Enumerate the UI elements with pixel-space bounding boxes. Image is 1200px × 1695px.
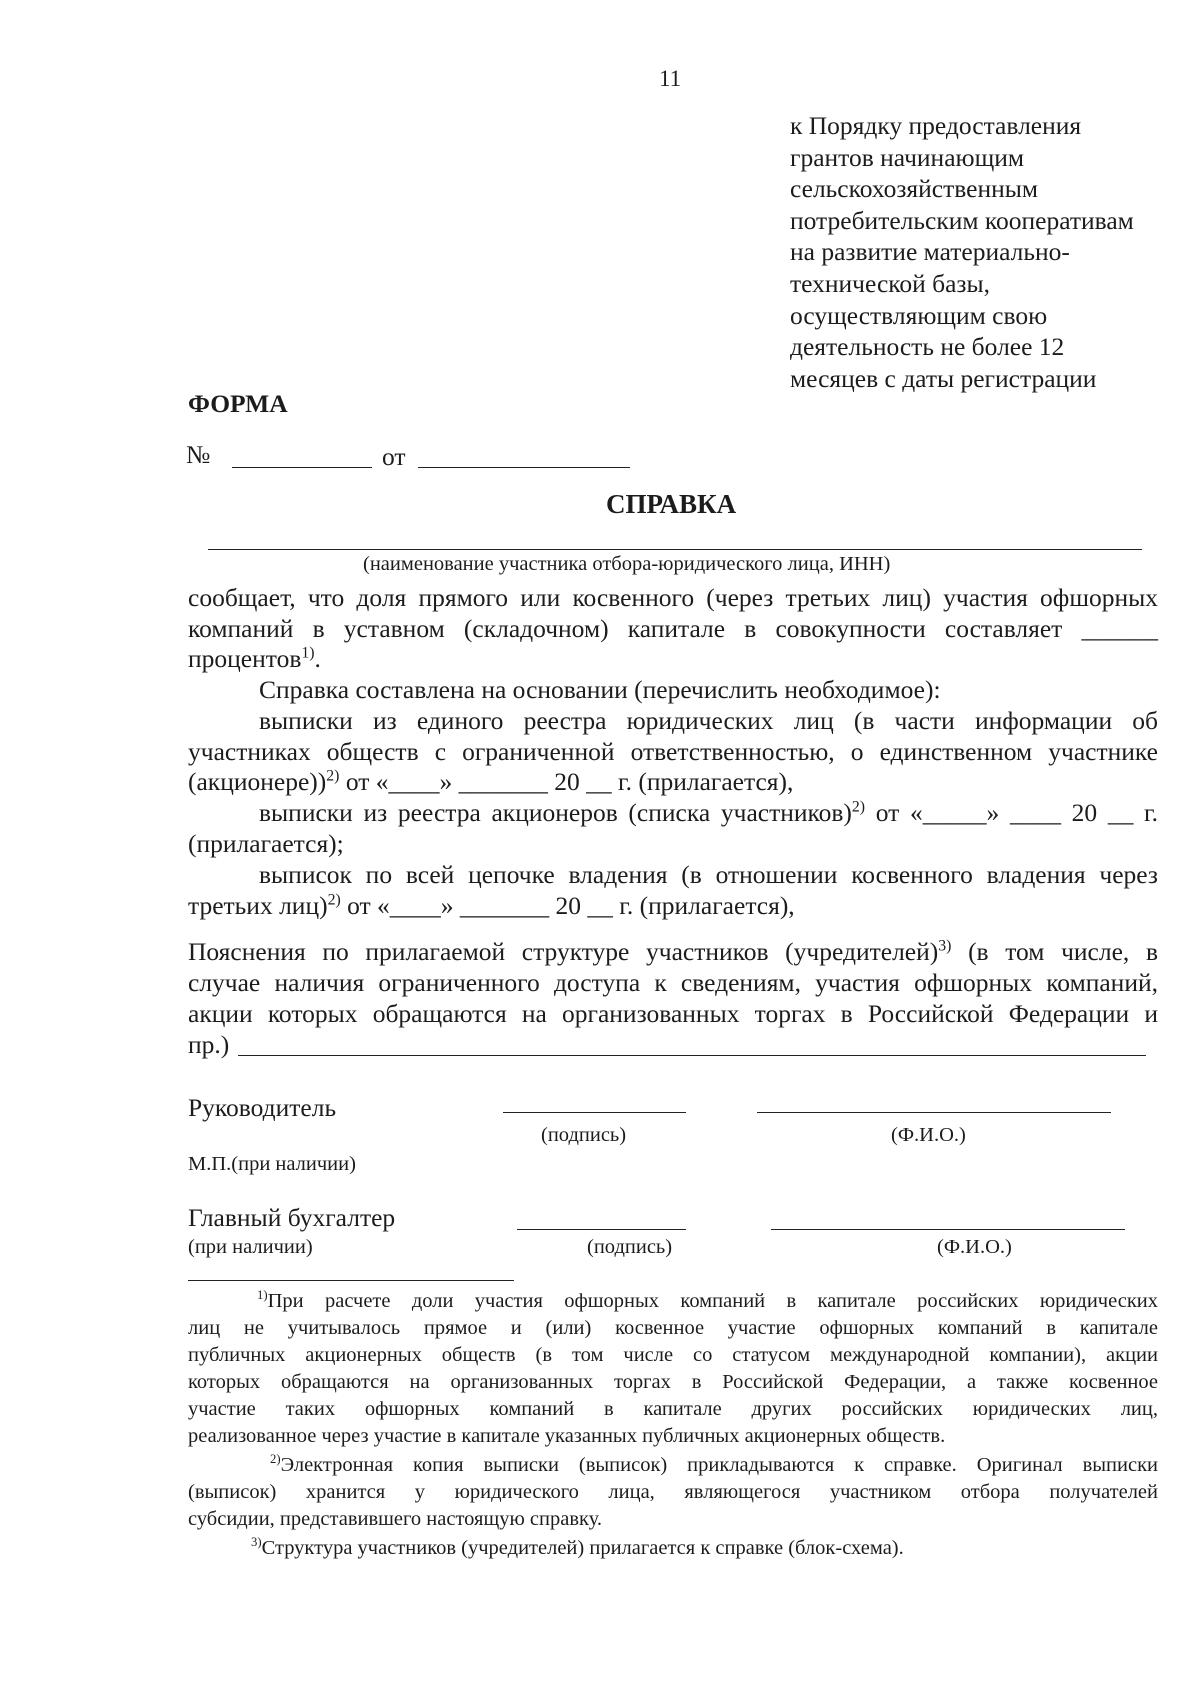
- accountant-signature-blank[interactable]: [517, 1229, 686, 1230]
- footnote-ref: 2): [327, 891, 341, 909]
- body-line: компаний в уставном (складочном) капитале в совокупности составляет ______: [188, 614, 1158, 643]
- appendix-line: к Порядку предоставления: [790, 111, 1082, 140]
- appendix-line: потребительским кооперативам: [790, 205, 1134, 235]
- footnote-line: реализованное через участие в капитале указанных публичных акционерных обществ.: [188, 1425, 946, 1447]
- signature-caption: (подпись): [541, 1124, 627, 1146]
- body-text: от «____» _______ 20 __ г. (прилагается),: [340, 891, 795, 920]
- explanations-blank[interactable]: [238, 1055, 1146, 1056]
- head-label: Руководитель: [188, 1093, 337, 1122]
- body-line: сообщает, что доля прямого или косвенного (через третьих лиц) участия офшорных: [188, 583, 1158, 612]
- footnote-line: [270, 1454, 1158, 1477]
- body-line: [188, 937, 1158, 967]
- stamp-label: М.П.(при наличии): [188, 1153, 356, 1175]
- participant-name-blank[interactable]: [208, 549, 1142, 550]
- fio-caption: (Ф.И.О.): [891, 1124, 966, 1146]
- appendix-line: деятельность не более 12: [790, 332, 1065, 362]
- body-line: выписки из единого реестра юридических лиц (в части информации об: [259, 706, 1158, 735]
- footnote-marker: 1): [257, 1288, 268, 1303]
- footnote-line: (выписок) хранится у юридического лица, являющегося участником отбора получателей: [188, 1481, 1158, 1503]
- number-sign: №: [186, 440, 211, 469]
- body-text: (акционере)): [188, 767, 327, 796]
- accountant-label: Главный бухгалтер: [188, 1203, 396, 1232]
- body-text: выписки из реестра акционеров (списка участников): [259, 798, 852, 827]
- appendix-block: [790, 110, 1134, 394]
- body-text: процентов: [188, 644, 302, 673]
- page-number: 11: [659, 66, 682, 91]
- footnote-marker: 2): [270, 1452, 281, 1467]
- from-word: от: [382, 442, 406, 471]
- body-text: от «_____» ____ 20 __ г.: [865, 798, 1158, 827]
- body-line: пр.): [188, 1030, 230, 1059]
- footnote-text: При расчете доли участия офшорных компаний в капитале российских юридических: [267, 1290, 1158, 1312]
- body-line: участниках обществ с ограниченной ответственностью, о единственном участнике: [188, 737, 1158, 766]
- footnote-line: публичных акционерных обществ (в том числе со статусом международной компании), акции: [188, 1344, 1158, 1366]
- appendix-line: месяцев с даты регистрации: [790, 363, 1097, 393]
- footnote-line: лиц не учитывалось прямое и (или) косвенное участие офшорных компаний в капитале: [188, 1317, 1158, 1339]
- body-line: [259, 798, 1158, 828]
- footnote-text: Структура участников (учредителей) прилагается к справке (блок-схема).: [261, 1537, 904, 1559]
- form-label: ФОРМА: [188, 389, 288, 418]
- footnote-ref: 1): [301, 644, 315, 662]
- body-line: выписок по всей цепочке владения (в отношении косвенного владения через: [259, 860, 1158, 889]
- footnote-line: [257, 1290, 1158, 1313]
- participant-name-caption: (наименование участника отбора-юридического лица, ИНН): [363, 553, 891, 575]
- appendix-line: сельскохозяйственным: [790, 174, 1039, 204]
- body-line: [188, 767, 793, 797]
- footnote-text: Электронная копия выписки (выписок) прикладываются к справке. Оригинал выписки: [280, 1454, 1158, 1476]
- body-text: .: [314, 644, 321, 673]
- footnote-line: субсидии, представившего настоящую справку.: [188, 1508, 603, 1530]
- body-text: Пояснения по прилагаемой структуре участников (учредителей): [188, 937, 939, 966]
- body-text: третьих лиц): [188, 891, 328, 920]
- body-line: [188, 644, 321, 674]
- footnote-ref: 2): [851, 798, 866, 816]
- body-line: случае наличия ограниченного доступа к сведениям, участия офшорных компаний,: [188, 968, 1158, 997]
- body-line: (прилагается);: [188, 829, 344, 858]
- body-line: [188, 891, 795, 921]
- appendix-line: на развитие материально-: [790, 237, 1070, 267]
- footnote-line: участие таких офшорных компаний в капитале других российских юридических лиц,: [188, 1398, 1158, 1420]
- appendix-line: технической базы,: [790, 268, 991, 298]
- fio-caption: (Ф.И.О.): [937, 1236, 1012, 1258]
- appendix-line: грантов начинающим: [790, 142, 1024, 172]
- footnote-separator: [188, 1280, 514, 1281]
- head-signature-blank[interactable]: [503, 1112, 686, 1113]
- footnote-line: которых обращаются на организованных торгах в Российской Федерации, а также косвенное: [188, 1371, 1158, 1393]
- body-text: (в том числе, в: [951, 937, 1158, 966]
- number-blank[interactable]: [232, 467, 372, 468]
- document-title: СПРАВКА: [606, 489, 737, 519]
- footnote-ref: 3): [938, 937, 952, 955]
- footnote-ref: 2): [326, 767, 340, 785]
- accountant-fio-blank[interactable]: [771, 1229, 1125, 1230]
- body-text: от «____» _______ 20 __ г. (прилагается),: [339, 767, 794, 796]
- signature-caption: (подпись): [587, 1236, 673, 1258]
- appendix-line: осуществляющим свою: [790, 300, 1048, 330]
- body-line: Справка составлена на основании (перечислить необходимое):: [259, 675, 941, 704]
- accountant-note: (при наличии): [188, 1236, 313, 1258]
- body-line: акции которых обращаются на организованных торгах в Российской Федерации и: [188, 999, 1158, 1028]
- footnote-line: [251, 1537, 1158, 1560]
- head-fio-blank[interactable]: [757, 1112, 1111, 1113]
- date-blank[interactable]: [418, 467, 630, 468]
- footnote-marker: 3): [251, 1535, 262, 1550]
